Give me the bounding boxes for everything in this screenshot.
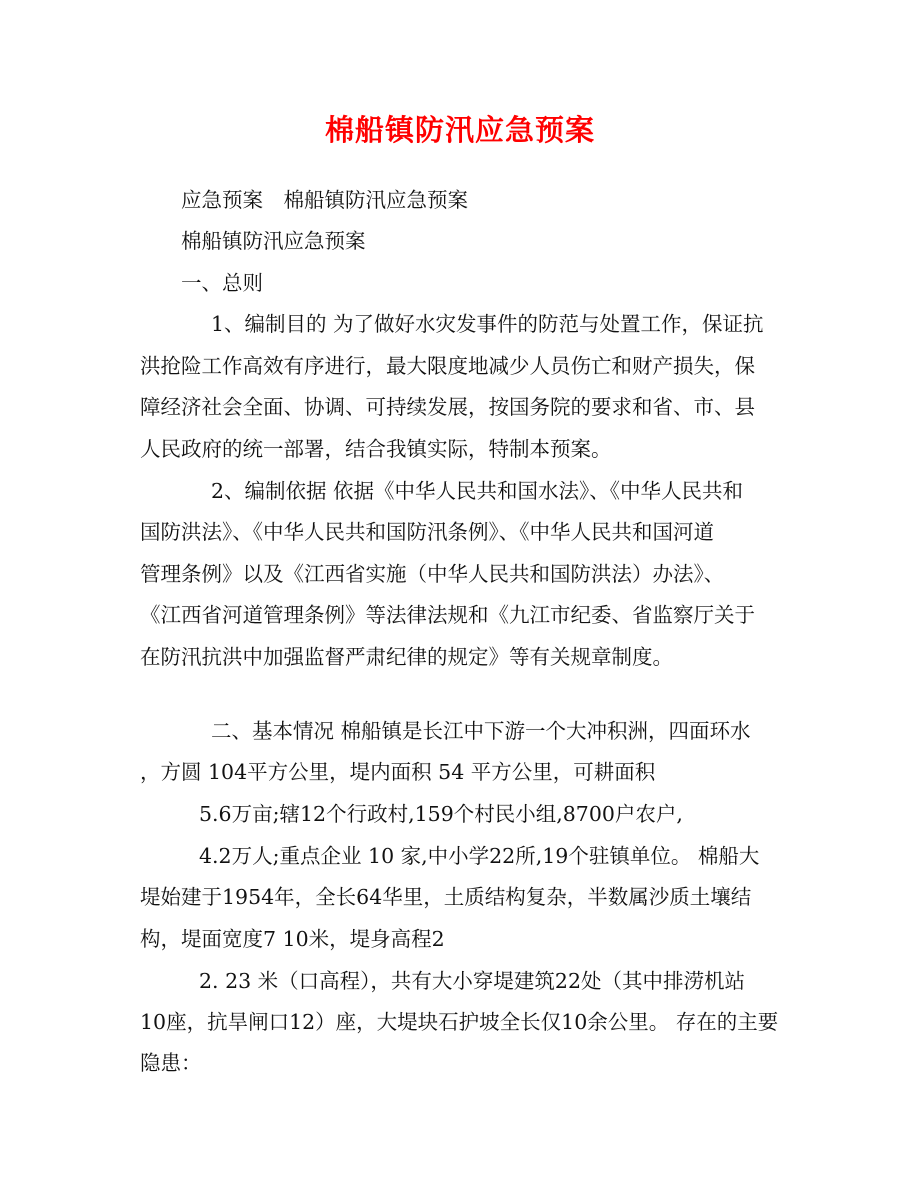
text-line: 《江西省河道管理条例》等法律法规和《九江市纪委、省监察厅关于 [140,603,755,627]
text-line: 1、编制目的 为了做好水灾发事件的防范与处置工作，保证抗 [211,312,764,336]
text-line: 障经济社会全面、协调、可持续发展，按国务院的要求和省、市、县 [140,395,755,419]
text-line: 洪抢险工作高效有序进行，最大限度地减少人员伤亡和财产损失，保 [140,354,755,378]
text-line: 国防洪法》、《中华人民共和国防汛条例》、《中华人民共和国河道 [140,520,714,544]
text-line: 10座，抗旱闸口12）座，大堤块石护坡全长仅10余公里。 存在的主要 [140,1010,779,1034]
text-line: ，方圆 104平方公里，堤内面积 54 平方公里，可耕面积 [140,760,656,784]
text-line: 4.2万人;重点企业 10 家,中小学22所,19个驻镇单位。 棉船大 [199,844,760,868]
text-line: 管理条例》以及《江西省实施（中华人民共和国防洪法）办法》、 [140,562,725,586]
text-line: 人民政府的统一部署，结合我镇实际，特制本预案。 [140,437,612,461]
document-title: 棉船镇防汛应急预案 [324,113,595,147]
text-line: 一、总则 [181,271,263,295]
text-line: 棉船镇防汛应急预案 [181,229,366,253]
text-line: 堤始建于1954年，全长64华里，土质结构复杂，半数属沙质土壤结 [140,885,752,909]
text-line: 5.6万亩;辖12个行政村,159个村民小组,8700户农户, [199,802,683,826]
text-line: 二、基本情况 棉船镇是长江中下游一个大冲积洲，四面环水 [211,719,751,743]
text-line: 构，堤面宽度7 10米，堤身高程2 [140,927,445,951]
text-line: 2、编制依据 依据《中华人民共和国水法》、《中华人民共和 [211,479,744,503]
text-line: 隐患： [140,1051,202,1075]
text-line: 在防汛抗洪中加强监督严肃纪律的规定》等有关规章制度。 [140,645,673,669]
text-line: 2. 23 米（口高程），共有大小穿堤建筑22处（其中排涝机站 [199,969,746,993]
text-line: 应急预案 棉船镇防汛应急预案 [181,188,468,212]
